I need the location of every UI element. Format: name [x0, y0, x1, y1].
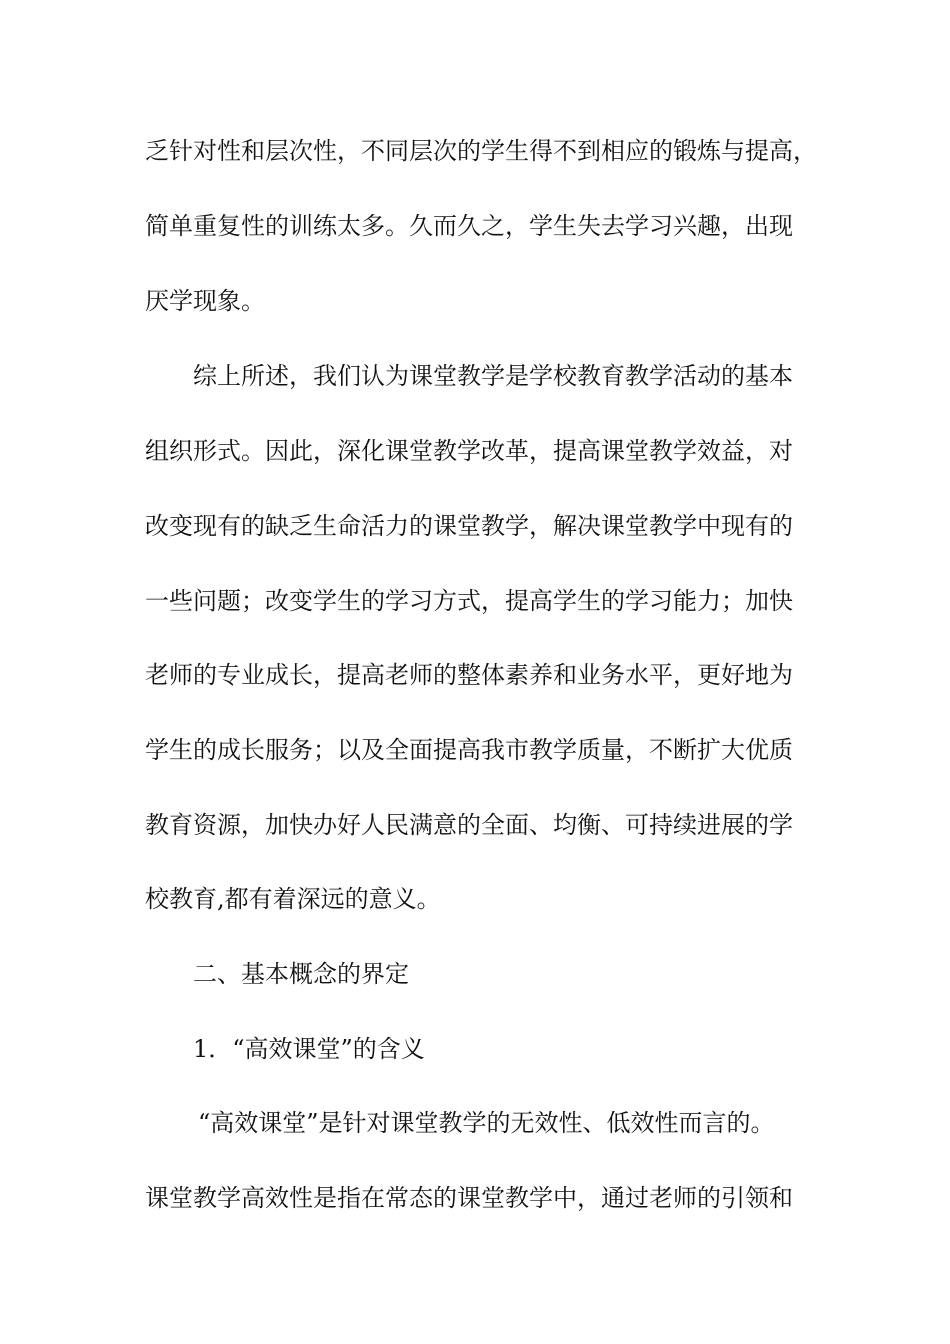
- paragraph-line: 一些问题；改变学生的学习方式，提高学生的学习能力；加快: [145, 587, 793, 615]
- paragraph-line: 课堂教学高效性是指在常态的课堂教学中，通过老师的引领和: [145, 1184, 793, 1212]
- paragraph-line: 厌学现象。: [145, 287, 265, 315]
- paragraph-line: 改变现有的缺乏生命活力的课堂教学，解决课堂教学中现有的: [145, 512, 793, 540]
- section-heading: 二、基本概念的界定: [193, 960, 409, 988]
- paragraph-line: 教育资源，加快办好人民满意的全面、均衡、可持续进展的学: [145, 811, 793, 839]
- paragraph-line: 学生的成长服务；以及全面提高我市教学质量，不断扩大优质: [145, 736, 793, 764]
- paragraph-line: 乏针对性和层次性，不同层次的学生得不到相应的锻炼与提高，: [145, 137, 817, 165]
- paragraph-line: “高效课堂”是针对课堂教学的无效性、低效性而言的。: [198, 1109, 775, 1137]
- subsection-heading: 1．“高效课堂”的含义: [193, 1035, 425, 1063]
- paragraph-line: 组织形式。因此，深化课堂教学改革，提高课堂教学效益，对: [145, 437, 793, 465]
- paragraph-line: 校教育,都有着深远的意义。: [145, 885, 441, 913]
- paragraph-line: 简单重复性的训练太多。久而久之，学生失去学习兴趣，出现: [145, 212, 793, 240]
- paragraph-line: 老师的专业成长，提高老师的整体素养和业务水平，更好地为: [145, 661, 793, 689]
- paragraph-line: 综上所述，我们认为课堂教学是学校教育教学活动的基本: [193, 362, 793, 390]
